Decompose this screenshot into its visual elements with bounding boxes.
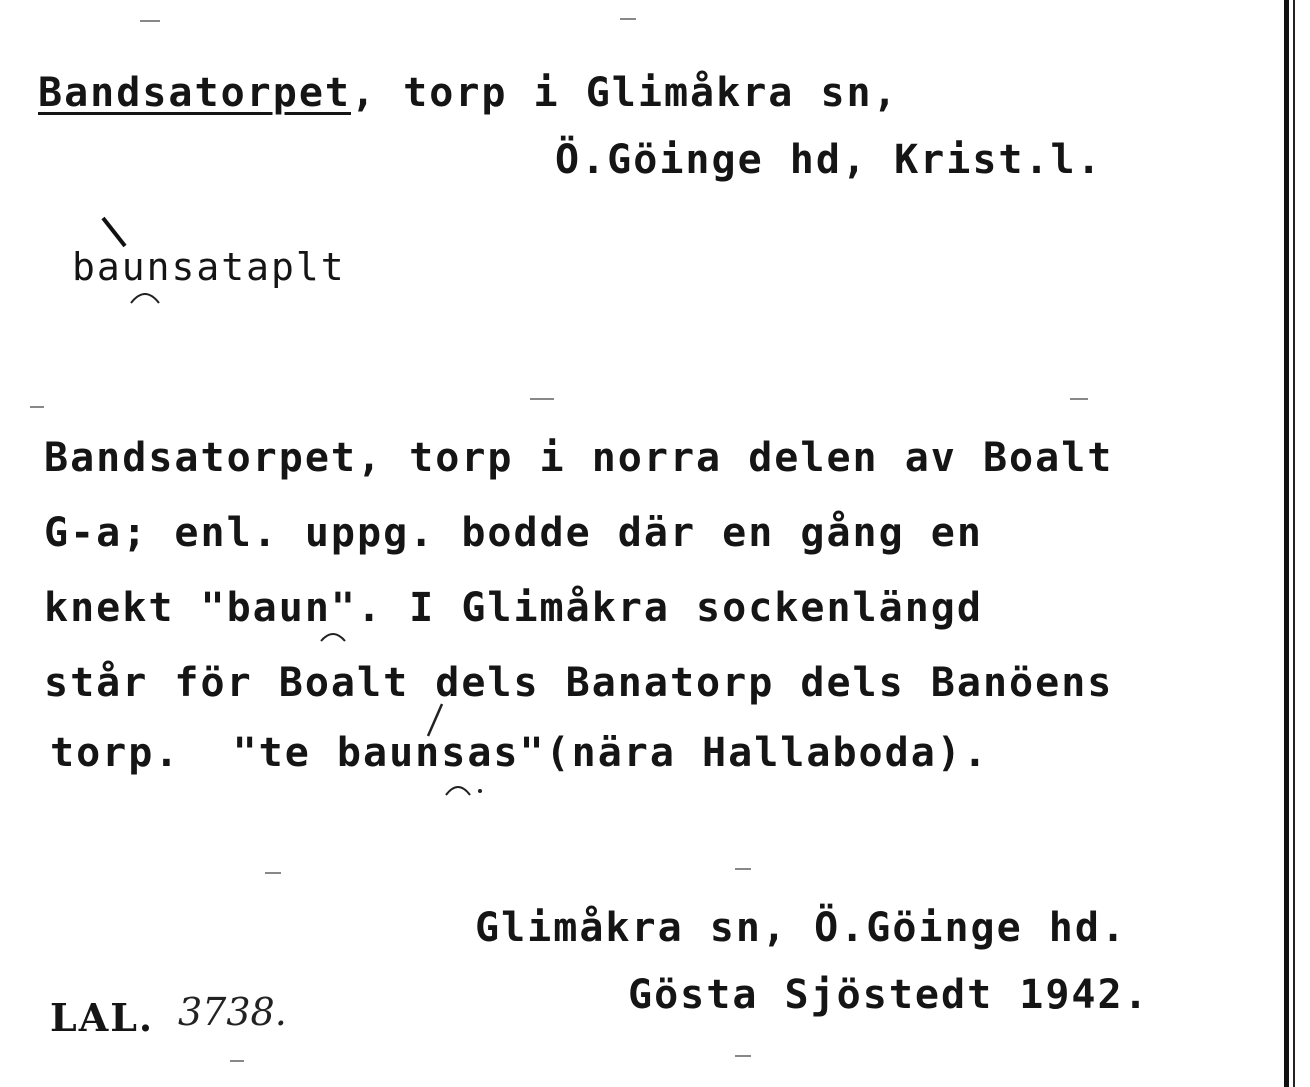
scan-speck xyxy=(1070,398,1088,400)
body-line-2: G-a; enl. uppg. bodde där en gång en xyxy=(44,510,983,556)
body-line-1: Bandsatorpet, torp i norra delen av Boalt xyxy=(44,435,1114,481)
body-line-4: står för Boalt dels Banatorp dels Banöens xyxy=(44,660,1114,706)
footer-place: Glimåkra sn, Ö.Göinge hd. xyxy=(475,905,1128,951)
scan-speck xyxy=(735,1055,751,1057)
scan-speck xyxy=(140,20,160,22)
body-line-3: knekt "baun". I Glimåkra sockenlängd xyxy=(44,585,983,631)
scan-speck xyxy=(735,868,751,870)
scan-speck xyxy=(30,406,44,408)
archive-label: LAL. xyxy=(50,995,155,1040)
card-edge-line-secondary xyxy=(1293,0,1295,1087)
scan-speck xyxy=(530,398,554,400)
heading-description: , torp i Glimåkra sn, xyxy=(350,70,899,116)
archive-number: 3738. xyxy=(178,990,287,1034)
card-edge-line xyxy=(1284,0,1289,1087)
heading-line-1 xyxy=(38,70,899,116)
body-line-5: torp. "te baunsas"(nära Hallaboda). xyxy=(50,730,989,776)
place-name-heading: Bandsatorpet xyxy=(38,70,351,116)
scan-speck xyxy=(620,18,636,20)
footer-author-year: Gösta Sjöstedt 1942. xyxy=(628,972,1150,1018)
accent-mark-icon xyxy=(95,212,135,252)
breve-mark-icon xyxy=(440,775,490,799)
phonetic-transcription: baunsataplt xyxy=(72,245,346,289)
breve-mark-icon xyxy=(125,283,165,307)
accent-mark-icon xyxy=(420,700,450,740)
breve-mark-icon xyxy=(315,625,355,645)
heading-line-2: Ö.Göinge hd, Krist.l. xyxy=(555,137,1103,183)
scan-speck xyxy=(265,872,281,874)
scan-speck xyxy=(230,1060,244,1062)
